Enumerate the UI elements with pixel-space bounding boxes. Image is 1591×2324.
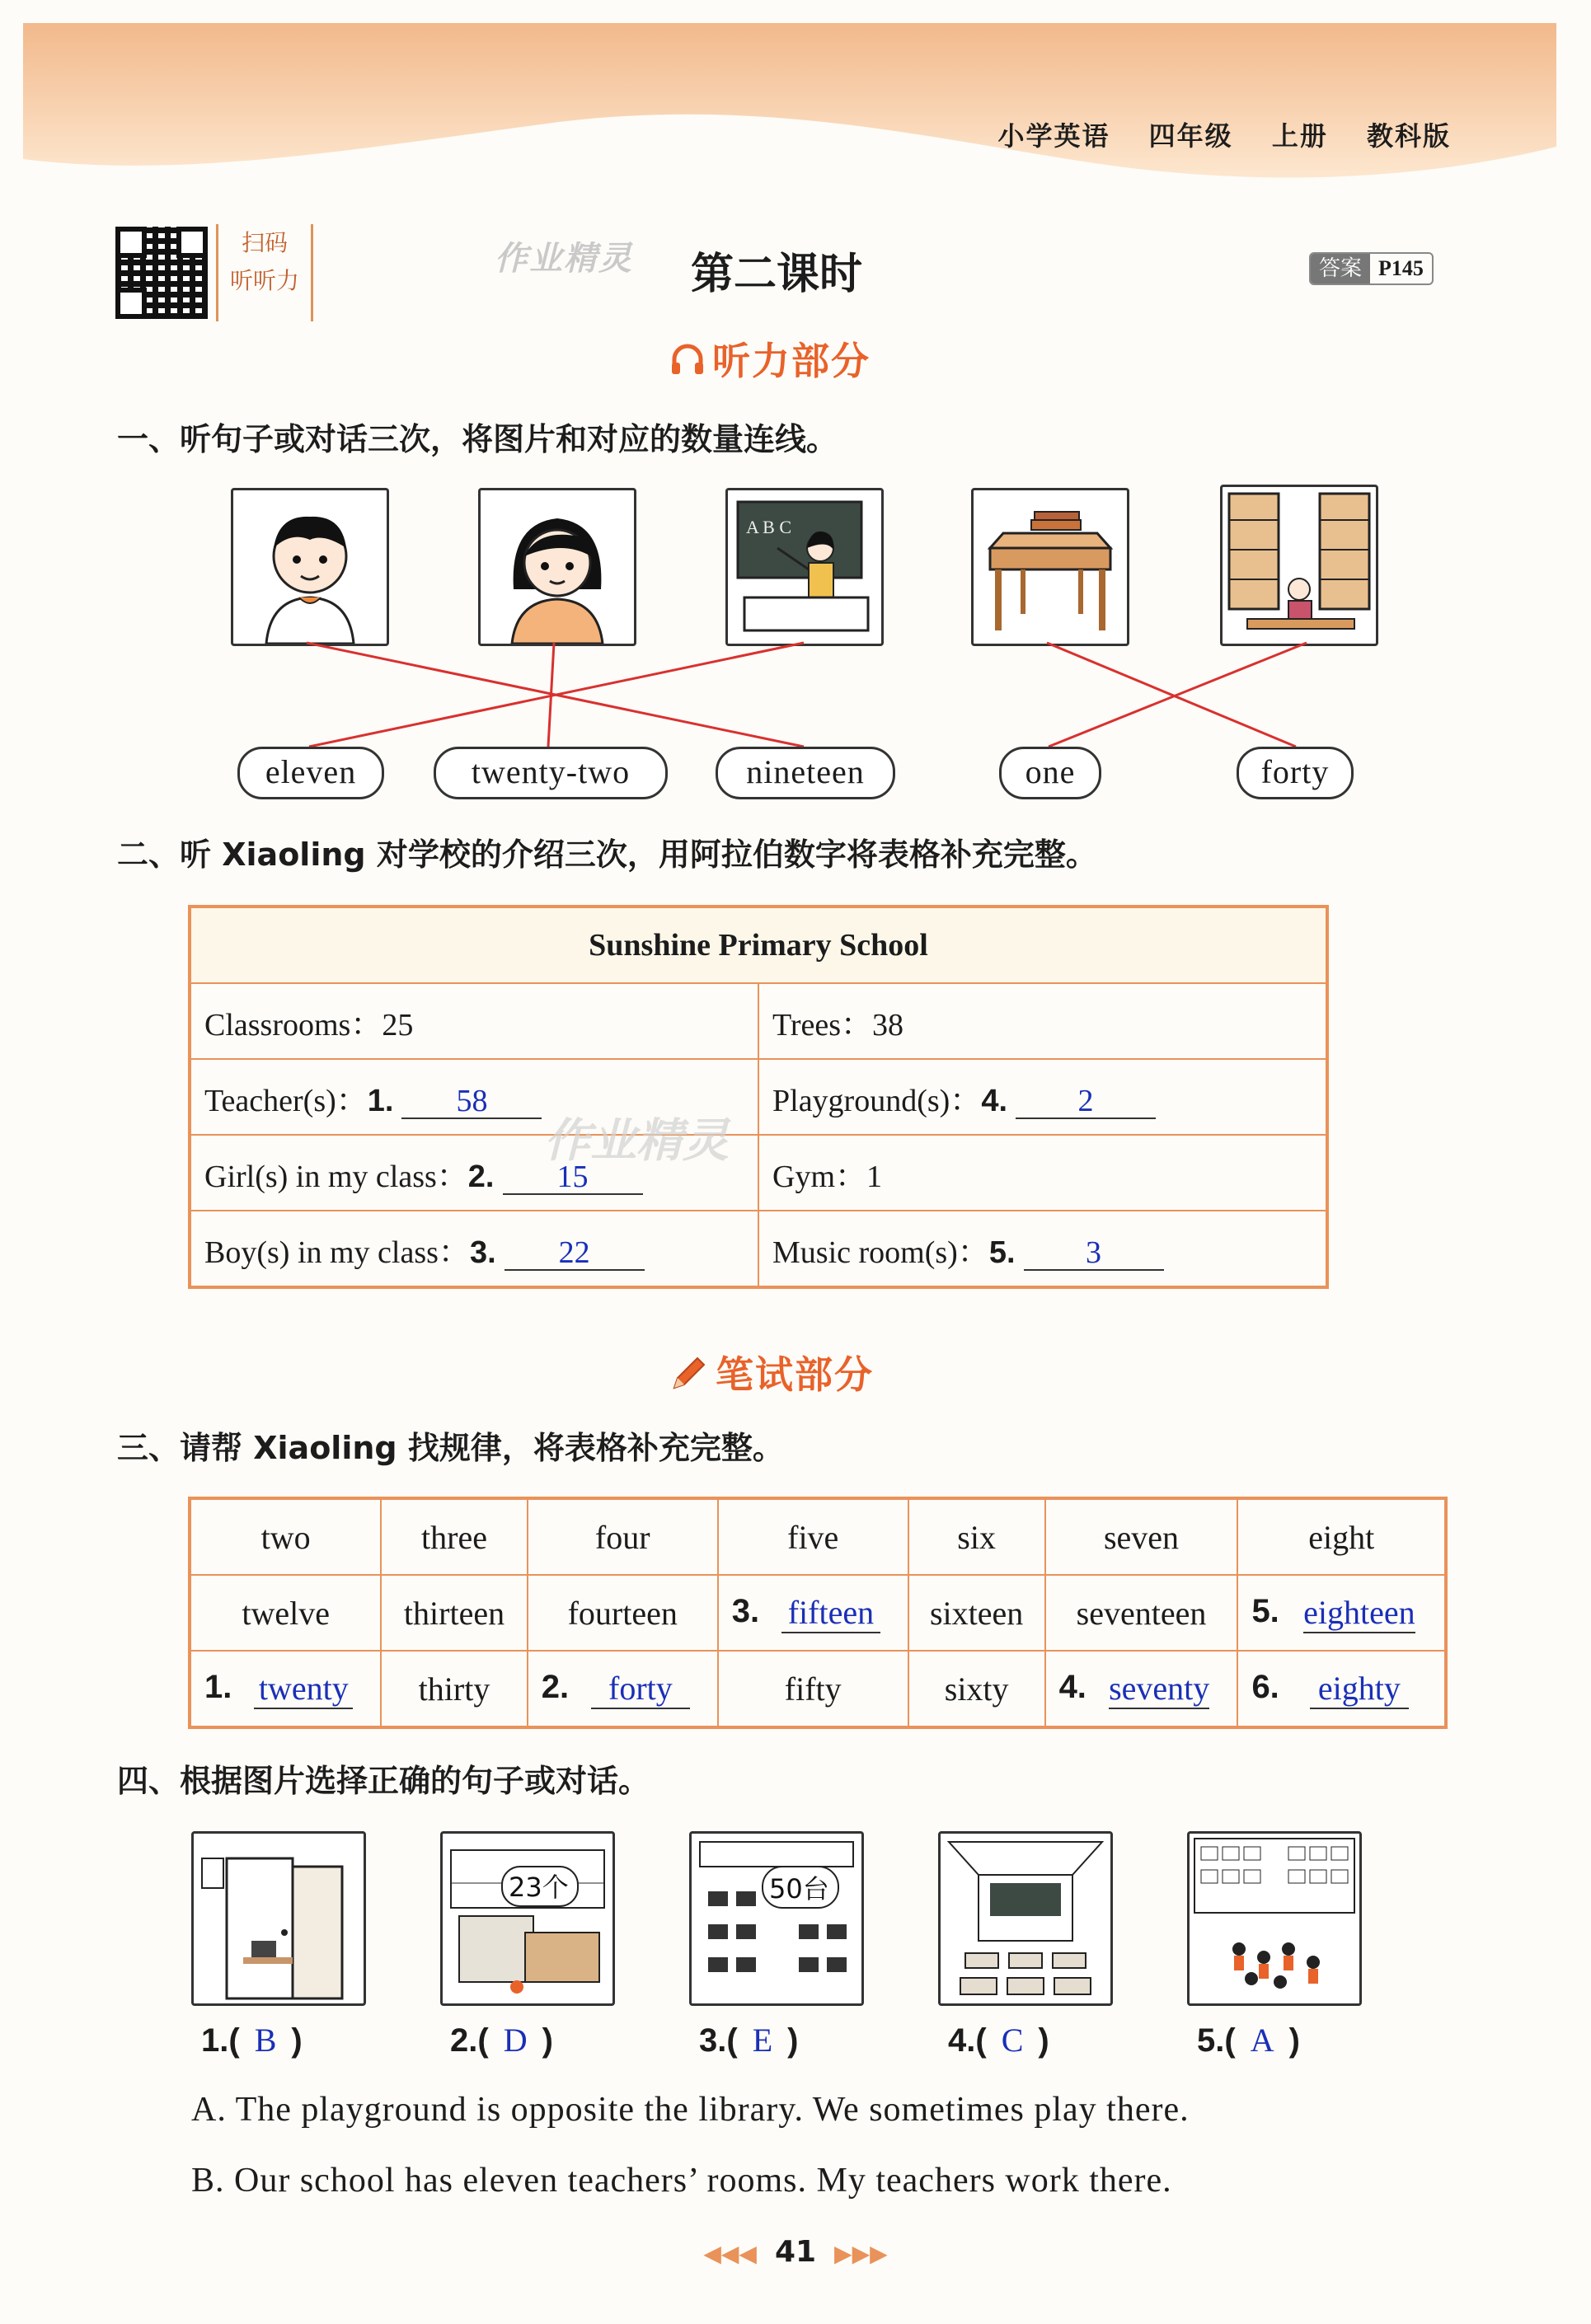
answer-blank-music-rooms[interactable]: 3 [1024,1236,1164,1271]
choice-answer[interactable]: B [254,2022,277,2059]
table-cell: eight [1237,1498,1446,1575]
pic-label-computers: 50台 [769,1873,829,1905]
pic-label-count: 23个 [509,1872,569,1903]
blank-number: 1. [204,1668,232,1705]
table-cell [528,1651,718,1727]
choice-1: 1.( B ) [201,2022,303,2059]
table-cell: sixteen [908,1575,1045,1651]
lesson-title: 第二课时 [691,250,863,299]
table-row [190,1211,1327,1287]
classrooms-cell: Classrooms：25 [190,983,758,1059]
writing-title-text: 笔试部分 [716,1352,874,1397]
page-number-text: 41 [774,2235,817,2269]
blank-number: 6. [1251,1668,1279,1705]
page-number [0,2235,1591,2269]
choice-2: 2.( D ) [450,2022,553,2059]
table-cell [1237,1575,1446,1651]
table-cell [190,1651,381,1727]
blank-number: 3. [469,1235,496,1270]
word-pill-twenty-two: twenty-two [434,747,668,799]
choice-number: 1. [201,2022,229,2059]
table-row [190,1575,1446,1651]
answer-blank-girls[interactable]: 15 [503,1160,643,1195]
table-cell: fourteen [528,1575,718,1651]
blank-number: 5. [988,1235,1016,1270]
choice-answer[interactable]: C [1001,2022,1024,2059]
answer-blank-playgrounds[interactable]: 2 [1016,1085,1156,1119]
answer-blank-seventy[interactable]: seventy [1109,1669,1209,1709]
table-cell: seven [1045,1498,1238,1575]
blank-number: 1. [367,1083,394,1118]
table-row [190,1135,1327,1211]
q2-title: 二、听 Xiaoling 对学校的介绍三次，用阿拉伯数字将表格补充完整。 [117,836,1097,873]
table-cell: thirteen [381,1575,527,1651]
blank-number: 3. [731,1592,760,1629]
empty-classroom-picture [938,1831,1113,2006]
choice-answer[interactable]: A [1250,2022,1274,2059]
answer-blank-twenty[interactable]: twenty [254,1669,353,1709]
pencil-icon [669,1353,709,1402]
choice-answer[interactable]: E [752,2022,773,2059]
playground-picture [1187,1831,1362,2006]
choice-5: 5.( A ) [1197,2022,1300,2059]
match-lines [0,0,1591,824]
table-cell: thirty [381,1651,527,1727]
table-title: Sunshine Primary School [190,907,1327,983]
edition-label: 教科版 [1366,120,1451,152]
table-cell: five [718,1498,908,1575]
teachers-label: Teacher(s)： [204,1083,368,1118]
table-cell: twelve [190,1575,381,1651]
table-row [190,983,1327,1059]
music-rooms-cell [758,1211,1327,1287]
q1-title: 一、听句子或对话三次，将图片和对应的数量连线。 [117,421,838,457]
boys-label: Boy(s) in my class： [204,1235,470,1270]
choice-4: 4.( C ) [948,2022,1049,2059]
svg-text:A B C: A B C [746,517,792,537]
answer-blank-eighteen[interactable]: eighteen [1303,1593,1415,1633]
table-row [190,1059,1327,1135]
teachers-room-picture [191,1831,366,2006]
sentence-b: B. Our school has eleven teachers’ rooms. My teachers work there. [191,2162,1172,2200]
blank-number: 2. [541,1668,570,1705]
table-cell: sixty [908,1651,1045,1727]
boys-cell [190,1211,758,1287]
choice-answer[interactable]: D [503,2022,528,2059]
word-pill-eleven: eleven [237,747,384,799]
answer-blank-eighty[interactable]: eighty [1310,1669,1409,1709]
gym-cell: Gym：1 [758,1135,1327,1211]
scan-label-line1: 扫码 [241,229,288,256]
table-cell: three [381,1498,527,1575]
prev-arrows-icon: ◀◀◀ [703,2240,757,2267]
playgrounds-label: Playground(s)： [772,1083,982,1118]
word-pill-forty: forty [1237,747,1354,799]
choice-number: 2. [450,2022,478,2059]
choice-number: 4. [948,2022,976,2059]
answer-blank-forty[interactable]: forty [591,1669,690,1709]
music-rooms-label: Music room(s)： [772,1235,989,1270]
table-row [190,1651,1446,1727]
choice-3: 3.( E ) [699,2022,799,2059]
subject-label: 小学英语 [997,120,1110,152]
table-cell [718,1575,908,1651]
table-cell: seventeen [1045,1575,1238,1651]
table-cell: four [528,1498,718,1575]
playgrounds-cell [758,1059,1327,1135]
blank-number: 4. [981,1083,1008,1118]
watermark: 作业精灵 [495,240,633,278]
q3-title: 三、请帮 Xiaoling 找规律，将表格补充完整。 [117,1430,784,1466]
trees-cell: Trees：38 [758,983,1327,1059]
next-arrows-icon: ▶▶▶ [834,2240,888,2267]
listening-title-text: 听力部分 [712,339,871,383]
computer-room-picture [689,1831,864,2006]
table-cell: six [908,1498,1045,1575]
answer-page: P145 [1378,256,1424,280]
word-pill-one: one [999,747,1101,799]
scan-label-line2: 听听力 [229,267,299,294]
answer-blank-boys[interactable]: 22 [505,1236,645,1271]
choice-number: 3. [699,2022,727,2059]
writing-section-title [669,1345,874,1402]
q4-title: 四、根据图片选择正确的句子或对话。 [117,1763,650,1799]
choice-number: 5. [1197,2022,1225,2059]
school-info-table [188,905,1329,1289]
table-cell [1045,1651,1238,1727]
girls-label: Girl(s) in my class： [204,1159,468,1194]
blank-number: 4. [1058,1668,1086,1705]
sentence-a: A. The playground is opposite the library. We sometimes play there. [191,2091,1190,2129]
word-pill-nineteen: nineteen [716,747,895,799]
table-cell: fifty [718,1651,908,1727]
table-cell: two [190,1498,381,1575]
table-cell [1237,1651,1446,1727]
grade-label: 四年级 [1148,120,1233,152]
answer-label: 答案 [1311,254,1370,283]
blank-number: 5. [1251,1592,1279,1629]
number-pattern-table [188,1497,1448,1729]
answer-blank-teachers[interactable]: 58 [401,1085,542,1119]
table-row [190,1498,1446,1575]
volume-label: 上册 [1271,120,1328,152]
blank-number: 2. [467,1159,495,1194]
answer-blank-fifteen[interactable]: fifteen [781,1593,880,1633]
watermark-middle: 作业精灵 [544,1114,729,1168]
classroom-count-picture [440,1831,615,2006]
